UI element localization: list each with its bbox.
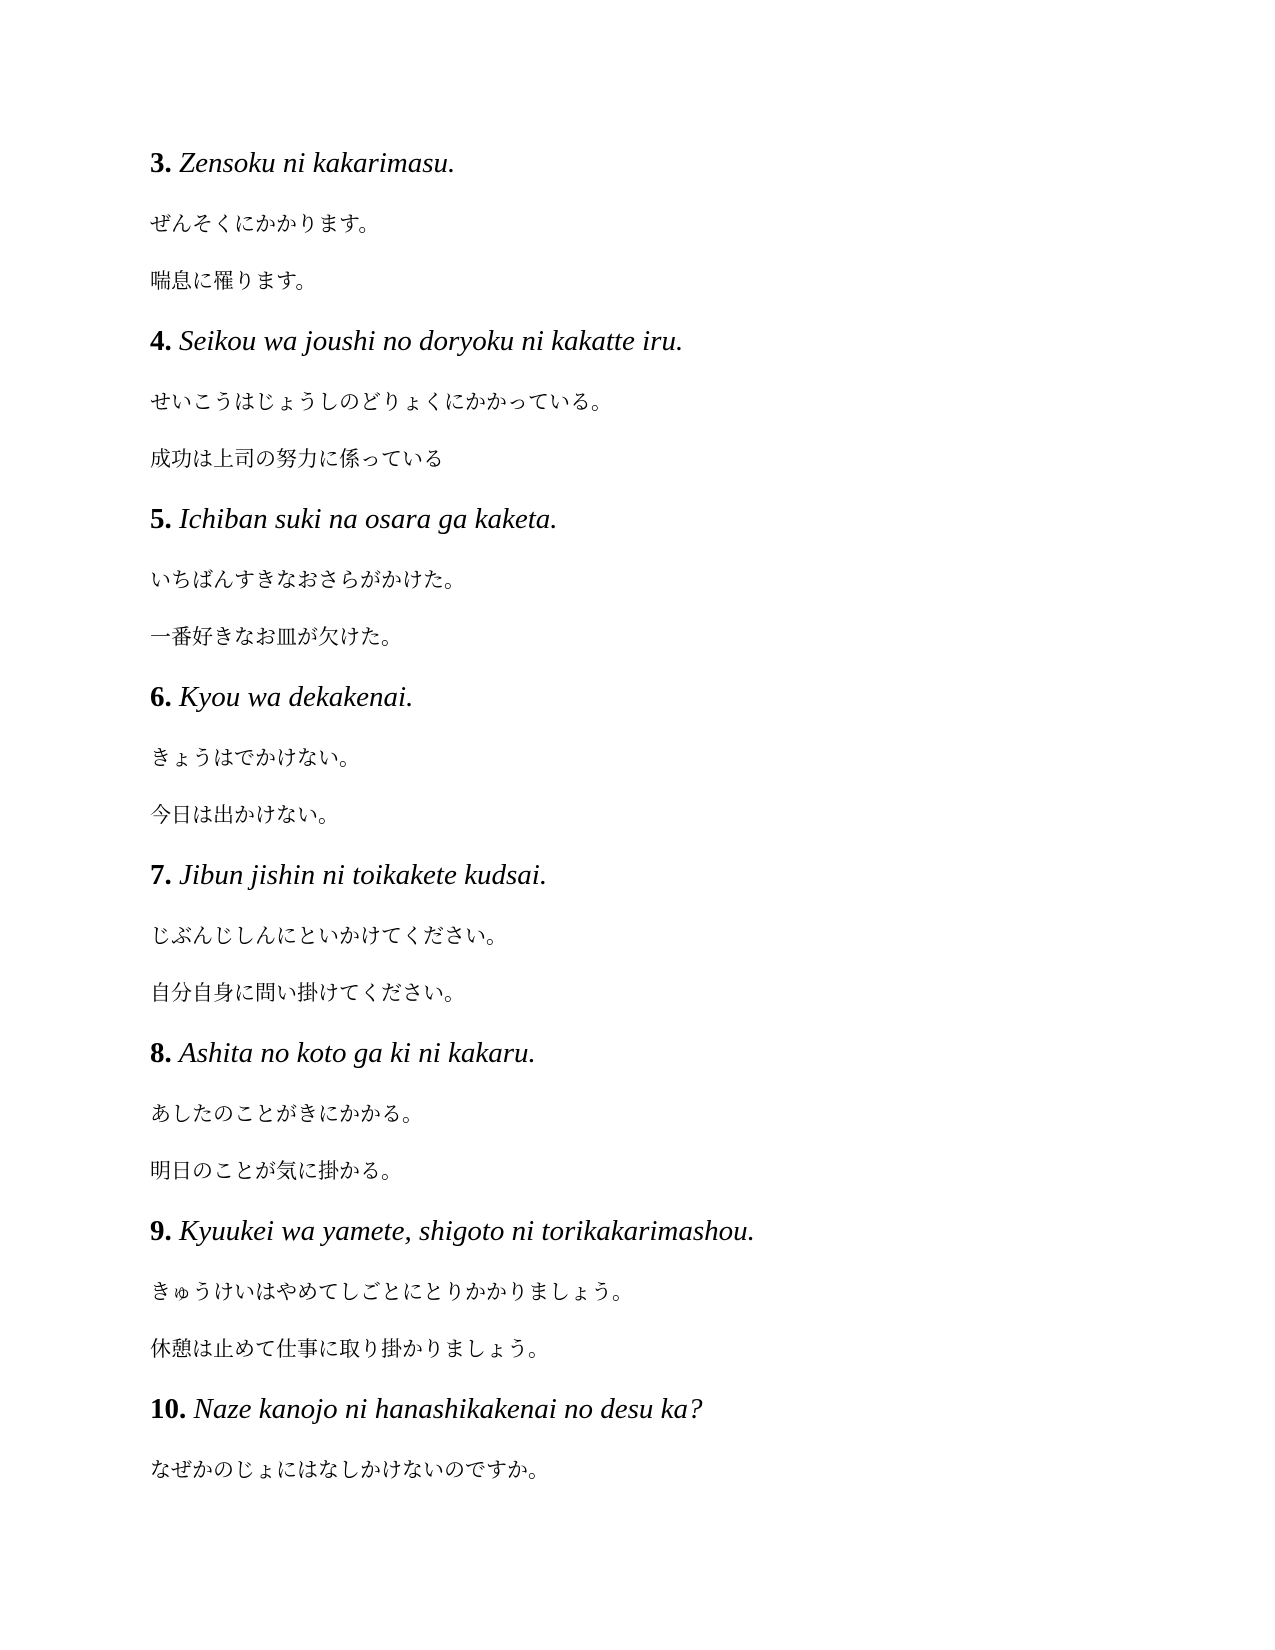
kana-line: きょうはでかけない。: [150, 746, 360, 770]
kana-line: きゅうけいはやめてしごとにとりかかりましょう。: [150, 1280, 633, 1304]
kana-line: あしたのことがきにかかる。: [150, 1102, 423, 1126]
kana-line: なぜかのじょにはなしかけないのですか。: [150, 1458, 549, 1482]
item-number: 3.: [150, 147, 172, 179]
kanji-line: 喘息に罹ります。: [150, 269, 317, 293]
romaji-phrase: Zensoku ni kakarimasu.: [179, 147, 456, 179]
kana-line: いちばんすきなおさらがかけた。: [150, 568, 465, 592]
romaji-phrase: Ichiban suki na osara ga kaketa.: [179, 503, 558, 535]
entry-5: [150, 502, 1150, 680]
romaji-line: [150, 680, 1150, 714]
item-number: 9.: [150, 1215, 172, 1247]
kanji-line: 今日は出かけない。: [150, 803, 339, 827]
romaji-line: [150, 502, 1150, 536]
item-number: 5.: [150, 503, 172, 535]
romaji-phrase: Ashita no koto ga ki ni kakaru.: [179, 1037, 536, 1069]
entry-8: [150, 1036, 1150, 1214]
romaji-line: [150, 146, 1150, 180]
kanji-line: 自分自身に問い掛けてください。: [150, 981, 465, 1005]
romaji-phrase: Jibun jishin ni toikakete kudsai.: [179, 859, 548, 891]
entry-9: [150, 1214, 1150, 1392]
entry-6: [150, 680, 1150, 858]
kanji-line: 成功は上司の努力に係っている: [150, 447, 444, 471]
entry-10: [150, 1392, 1150, 1570]
romaji-phrase: Kyuukei wa yamete, shigoto ni torikakarimashou.: [179, 1215, 755, 1247]
romaji-phrase: Seikou wa joushi no doryoku ni kakatte iru.: [179, 325, 684, 357]
item-number: 4.: [150, 325, 172, 357]
kanji-line: 一番好きなお皿が欠けた。: [150, 625, 402, 649]
romaji-line: [150, 858, 1150, 892]
romaji-line: [150, 1392, 1150, 1426]
document-page: [150, 146, 1150, 1570]
romaji-line: [150, 324, 1150, 358]
entry-3: [150, 146, 1150, 324]
entry-4: [150, 324, 1150, 502]
romaji-line: [150, 1214, 1150, 1248]
item-number: 10.: [150, 1393, 187, 1425]
kana-line: せいこうはじょうしのどりょくにかかっている。: [150, 390, 612, 414]
romaji-phrase: Kyou wa dekakenai.: [179, 681, 414, 713]
romaji-line: [150, 1036, 1150, 1070]
item-number: 7.: [150, 859, 172, 891]
item-number: 8.: [150, 1037, 172, 1069]
kanji-line: 明日のことが気に掛かる。: [150, 1159, 402, 1183]
kanji-line: 休憩は止めて仕事に取り掛かりましょう。: [150, 1337, 549, 1361]
kana-line: ぜんそくにかかります。: [150, 212, 380, 236]
kana-line: じぶんじしんにといかけてください。: [150, 924, 507, 948]
romaji-phrase: Naze kanojo ni hanashikakenai no desu ka?: [193, 1393, 703, 1425]
item-number: 6.: [150, 681, 172, 713]
entry-7: [150, 858, 1150, 1036]
